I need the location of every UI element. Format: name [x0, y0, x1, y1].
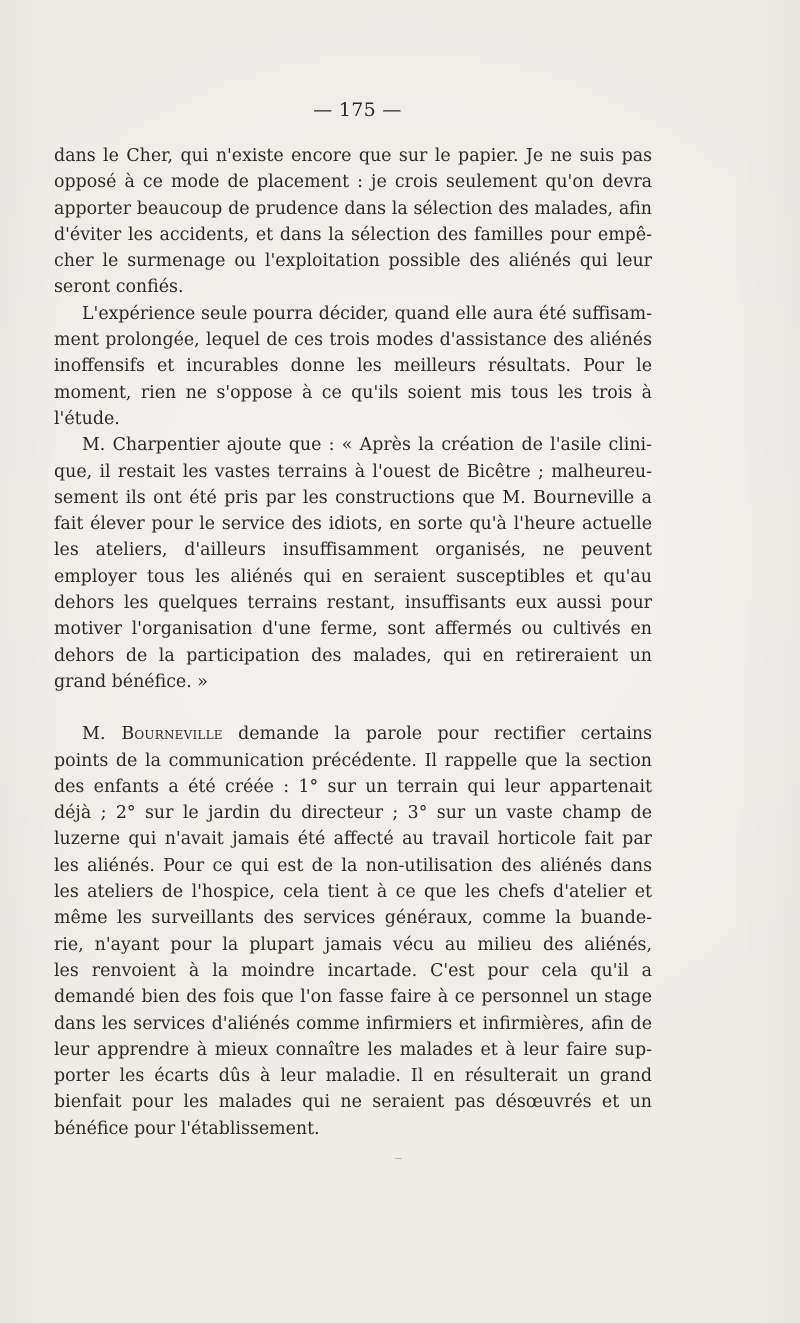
- text-line: fait élever pour le service des idiots, en sorte qu'à l'heure actuelle: [54, 514, 652, 535]
- text-line: l'étude.: [54, 408, 120, 429]
- text-line: les aliénés. Pour ce qui est de la non-utilisation des aliénés dans: [54, 855, 652, 876]
- text-line: bienfait pour les malades qui ne seraient pas désœuvrés et un: [54, 1092, 652, 1113]
- text-line: seront confiés.: [54, 277, 184, 298]
- text-line: dans le Cher, qui n'existe encore que sur le papier. Je ne suis pas: [54, 146, 652, 166]
- text-line: les ateliers, d'ailleurs insuffisamment organisés, ne peuvent: [54, 540, 652, 561]
- text-line: les renvoient à la moindre incartade. C'est pour cela qu'il a: [54, 960, 652, 981]
- text-line: rie, n'ayant pour la plupart jamais vécu au milieu des aliénés,: [54, 934, 652, 955]
- text-line: que, il restait les vastes terrains à l'ouest de Bicêtre ; malheureu-: [54, 461, 652, 482]
- body-text: [54, 143, 652, 1142]
- paragraph-start: M. Charpentier ajoute que : « Après la création de l'asile clini-: [82, 435, 652, 456]
- text-line: cher le surmenage ou l'exploitation possible des aliénés qui leur: [54, 251, 652, 272]
- paragraph-start: [54, 721, 652, 747]
- text-line: points de la communication précédente. Il rappelle que la section: [54, 750, 652, 771]
- text-line: apporter beaucoup de prudence dans la sélection des malades, afin: [54, 198, 652, 219]
- text-line: porter les écarts dûs à leur maladie. Il en résulterait un grand: [54, 1066, 652, 1087]
- text-line: même les surveillants des services généraux, comme la buande-: [54, 908, 652, 929]
- text-line: luzerne qui n'avait jamais été affecté au travail horticole fait par: [54, 829, 652, 850]
- text-line: déjà ; 2° sur le jardin du directeur ; 3° sur un vaste champ de: [54, 803, 652, 824]
- text-line: bénéfice pour l'établissement.: [54, 1118, 320, 1139]
- text-line: leur apprendre à mieux connaître les malades et à leur faire sup-: [54, 1039, 652, 1060]
- text-line: sement ils ont été pris par les constructions que M. Bourneville a: [54, 487, 652, 508]
- text-line: opposé à ce mode de placement : je crois seulement qu'on devra: [54, 172, 652, 193]
- text-line: inoffensifs et incurables donne les meilleurs résultats. Pour le: [54, 356, 652, 377]
- speaker-line-text: demande la parole pour rectifier certains: [222, 724, 652, 745]
- text-line: grand bénéfice. »: [54, 671, 208, 692]
- text-line: des enfants a été créée : 1° sur un terrain qui leur appartenait: [54, 776, 652, 797]
- text-line: ment prolongée, lequel de ces trois modes d'assistance des aliénés: [54, 330, 652, 351]
- text-line: dans les services d'aliénés comme infirmiers et infirmières, afin de: [54, 1013, 652, 1034]
- text-line: les ateliers de l'hospice, cela tient à ce que les chefs d'atelier et: [54, 882, 652, 903]
- paragraph-spacer: [54, 695, 652, 721]
- text-line: employer tous les aliénés qui en seraient susceptibles et qu'au: [54, 566, 652, 587]
- text-line: demandé bien des fois que l'on fasse faire à ce personnel un stage: [54, 987, 652, 1008]
- text-line: motiver l'organisation d'une ferme, sont affermés ou cultivés en: [54, 619, 652, 640]
- text-line: d'éviter les accidents, et dans la sélection des familles pour empê-: [54, 224, 652, 245]
- text-line: dehors les quelques terrains restant, insuffisants eux aussi pour: [54, 593, 652, 614]
- speaker-name: M. Bourneville: [82, 724, 223, 745]
- text-line: dehors de la participation des malades, qui en retireraient un: [54, 645, 652, 666]
- text-line: moment, rien ne s'oppose à ce qu'ils soient mis tous les trois à: [54, 382, 652, 403]
- paragraph-start: L'expérience seule pourra décider, quand elle aura été suffisam-: [82, 303, 652, 324]
- paper-speck: [395, 1158, 402, 1159]
- page-number: — 175 —: [313, 99, 402, 121]
